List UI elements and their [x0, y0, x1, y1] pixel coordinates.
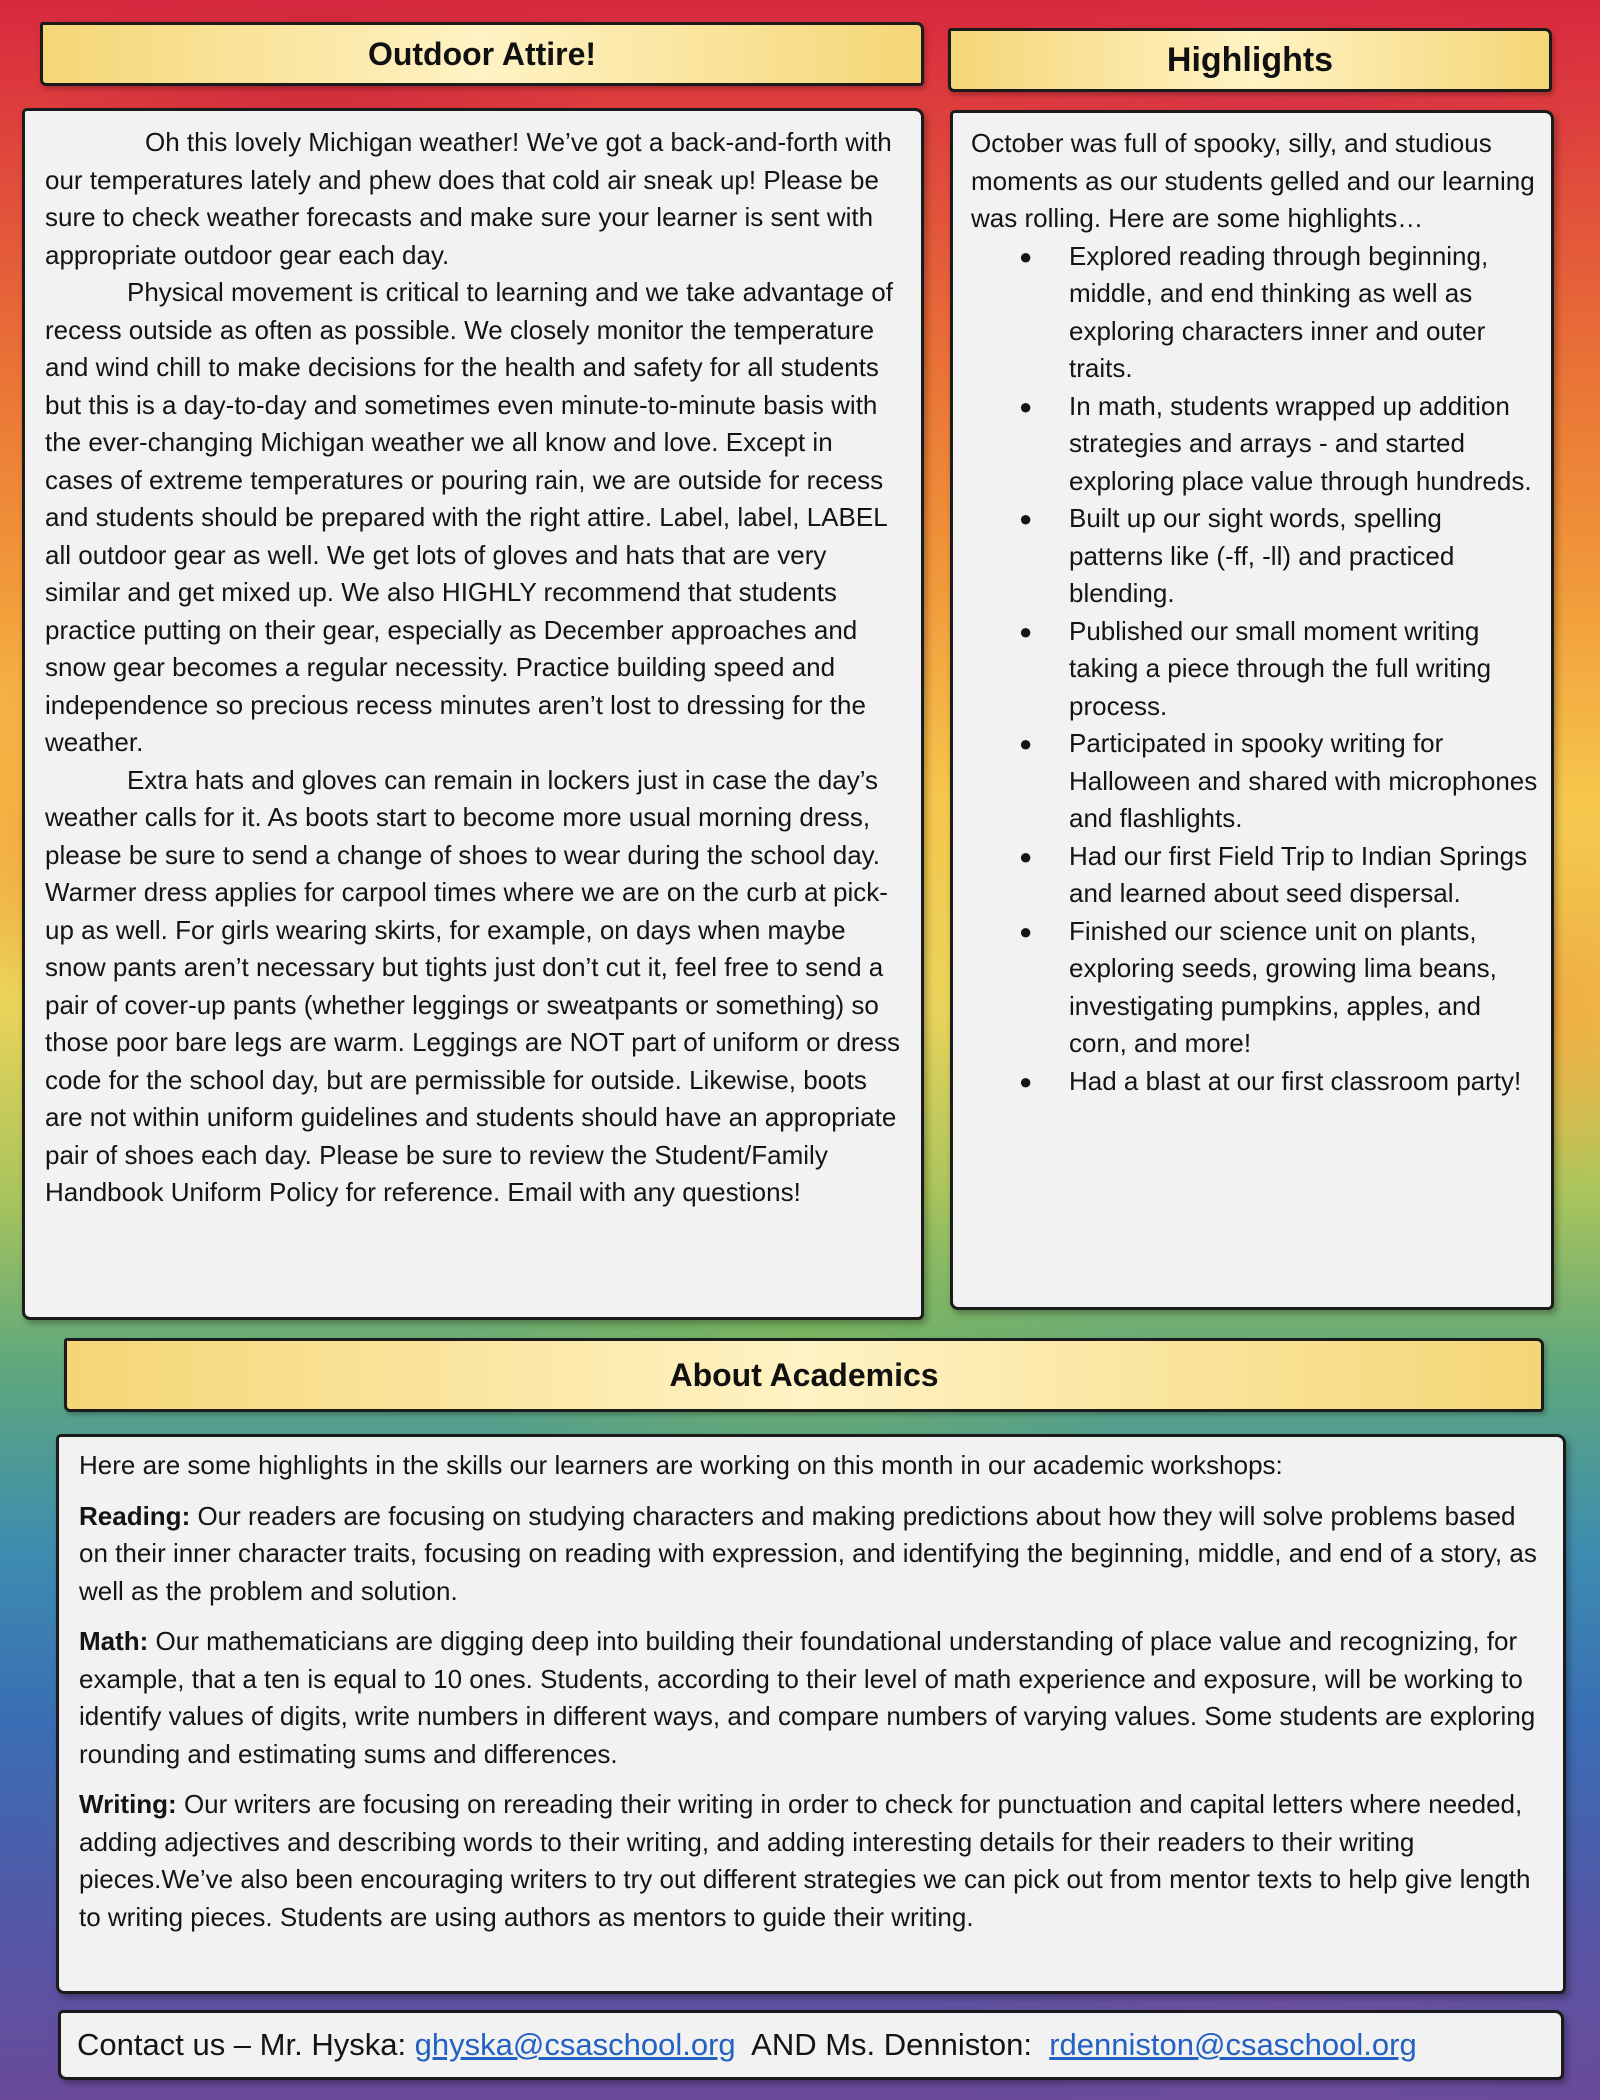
- highlights-header: [948, 28, 1552, 92]
- highlight-text: Participated in spooky writing for Halloween and shared with microphones and flashlights.: [1069, 728, 1538, 833]
- academics-intro: Here are some highlights in the skills our learners are working on this month in our academic workshops:: [79, 1450, 1283, 1480]
- outdoor-paragraph: Oh this lovely Michigan weather! We’ve got a back-and-forth with our temperatures lately and phew does that cold air sneak up! Please be sure to check weather forecasts and make sure your learner is sent with appropriate outdoor gear each day.: [45, 127, 892, 270]
- highlights-title: Highlights: [1166, 40, 1334, 79]
- writing-label: Writing:: [79, 1789, 177, 1819]
- bullet-icon: ●: [1019, 506, 1033, 531]
- academics-writing: [79, 1786, 1541, 1936]
- highlights-list: [971, 238, 1541, 1101]
- bullet-icon: ●: [1019, 243, 1033, 269]
- highlights-panel: [950, 110, 1554, 1310]
- bullet-icon: ●: [1019, 1068, 1033, 1094]
- reading-label: Reading:: [79, 1500, 191, 1531]
- highlights-intro: October was full of spooky, silly, and studious moments as our students gelled and our learning was rolling. Here are some highlights…: [971, 128, 1535, 233]
- academics-math: [79, 1623, 1541, 1773]
- contact-bar: [58, 2010, 1564, 2080]
- bullet-icon: ●: [1019, 731, 1033, 756]
- highlight-text: Built up our sight words, spelling patterns like (-ff, -ll) and practiced blending.: [1069, 503, 1455, 608]
- outdoor-attire-title: Outdoor Attire!: [367, 35, 597, 72]
- about-academics-panel: [56, 1434, 1566, 1994]
- contact-prefix: Contact us – Mr. Hyska:: [77, 2027, 415, 2062]
- highlight-text: Explored reading through beginning, middle, and end thinking as well as exploring characters inner and outer traits.: [1069, 240, 1489, 383]
- list-item: [971, 500, 1541, 613]
- list-item: [971, 238, 1541, 388]
- writing-text: Our writers are focusing on rereading their writing in order to check for punctuation and capital letters where needed, adding adjectives and describing words to their writing, and adding interesting details for their readers to their writing pieces.We’ve also been encouraging writers to try out different strategies we can pick out from mentor texts to help give length to writing pieces. Students are using authors as mentors to guide their writing.: [79, 1789, 1531, 1932]
- highlight-text: Had a blast at our first classroom party!: [1069, 1065, 1522, 1096]
- list-item: [971, 913, 1541, 1063]
- math-text: Our mathematicians are digging deep into building their foundational understanding of place value and recognizing, for example, that a ten is equal to 10 ones. Students, according to their level of math experience and exposure, will be working to identify values of digits, write numbers in different ways, and compare numbers of varying values. Some students are exploring rounding and estimating sums and differences.: [79, 1626, 1536, 1769]
- bullet-icon: ●: [1019, 918, 1033, 944]
- highlight-text: Finished our science unit on plants, exploring seeds, growing lima beans, investigating pumpkins, apples, and corn, and more!: [1069, 915, 1497, 1058]
- contact-middle: AND Ms. Denniston:: [735, 2027, 1050, 2062]
- outdoor-paragraph: Extra hats and gloves can remain in lockers just in case the day’s weather calls for it. As boots start to become more usual morning dress, please be sure to send a change of shoes to wear during the school day. Warmer dress applies for carpool times where we are on the curb at pick-up as well. For girls wearing skirts, for example, on days when maybe snow pants aren’t necessary but tights just don’t cut it, feel free to send a pair of cover-up pants (whether leggings or sweatpants or something) so those poor bare legs are warm. Leggings are NOT part of uniform or dress code for the school day, but are permissible for outside. Likewise, boots are not within uniform guidelines and students should have an appropriate pair of shoes each day. Please be sure to review the Student/Family Handbook Uniform Policy for reference. Email with any questions!: [45, 764, 901, 1207]
- list-item: [971, 388, 1541, 501]
- list-item: [971, 1063, 1541, 1101]
- email-link-denniston[interactable]: rdenniston@csaschool.org: [1049, 2027, 1417, 2062]
- about-academics-header: [64, 1338, 1544, 1412]
- list-item: [971, 838, 1541, 913]
- outdoor-paragraph: Physical movement is critical to learning and we take advantage of recess outside as often as possible. We closely monitor the temperature and wind chill to make decisions for the health and safety for all students but this is a day-to-day and sometimes even minute-to-minute basis with the ever-changing Michigan weather we all know and love. Except in cases of extreme temperatures or pouring rain, we are outside for recess and students should be prepared with the right attire. Label, label, LABEL all outdoor gear as well. We get lots of gloves and hats that are very similar and get mixed up. We also HIGHLY recommend that students practice putting on their gear, especially as December approaches and snow gear becomes a regular necessity. Practice building speed and independence so precious recess minutes aren’t lost to dressing for the weather.: [45, 277, 893, 757]
- list-item: [971, 725, 1541, 838]
- math-label: Math:: [79, 1626, 149, 1656]
- outdoor-attire-panel: [22, 108, 924, 1320]
- reading-text: Our readers are focusing on studying characters and making predictions about how they will solve problems based on their inner character traits, focusing on reading with expression, and identifying the beginning, middle, and end of a story, as well as the problem and solution.: [79, 1500, 1537, 1606]
- bullet-icon: ●: [1019, 618, 1033, 644]
- about-academics-title: About Academics: [669, 1356, 939, 1393]
- bullet-icon: ●: [1019, 393, 1033, 419]
- highlight-text: Had our first Field Trip to Indian Springs and learned about seed dispersal.: [1069, 840, 1528, 908]
- outdoor-attire-header: [40, 22, 924, 86]
- list-item: [971, 613, 1541, 726]
- academics-reading: [79, 1498, 1541, 1611]
- highlight-text: Published our small moment writing taking a piece through the full writing process.: [1069, 615, 1492, 721]
- email-link-hyska[interactable]: ghyska@csaschool.org: [414, 2027, 736, 2062]
- highlight-text: In math, students wrapped up addition strategies and arrays - and started exploring place value through hundreds.: [1069, 390, 1532, 496]
- bullet-icon: ●: [1019, 843, 1033, 869]
